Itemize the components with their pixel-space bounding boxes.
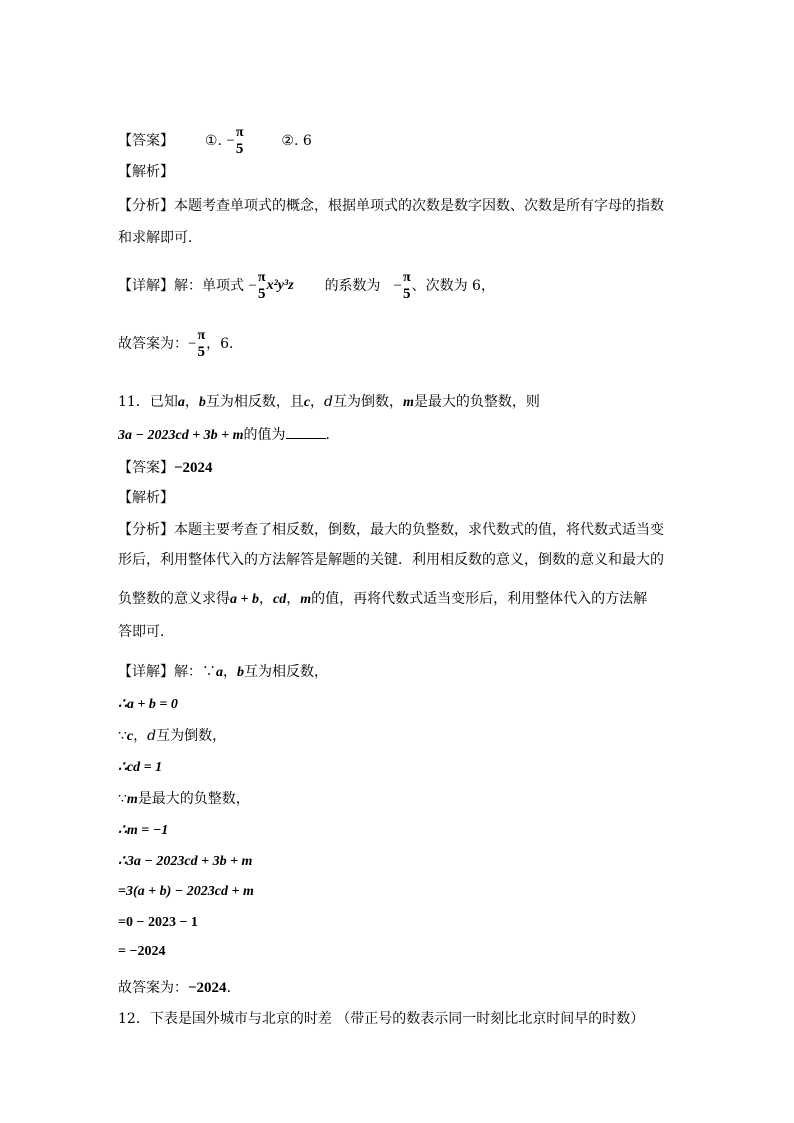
q11-text: ． [325,427,340,443]
fraction-pi-over-5 [403,270,411,302]
q11-text: 互为倒数， [333,394,404,410]
analysis-text: 的值，再将代数式适当变形后，利用整体代入的方法解 [311,591,648,607]
var-b: b [237,665,244,680]
detail-text: 是最大的负整数， [137,791,250,807]
detail-text: 互为倒数， [156,728,227,744]
detail-11-line-8: =3(a + b) − 2023cd + m [118,884,254,899]
fraction-denominator: 5 [403,286,411,302]
q11-text: 是最大的负整数，则 [413,394,540,410]
minus-sign: − [226,133,235,149]
q11-sep: ， [310,394,325,410]
analysis-10-line-1: 【分析】本题考查单项式的概念，根据单项式的次数是数字因数、次数是所有字母的指数 [118,198,664,214]
answer-item-2: ②. 6 [281,133,312,149]
expr-cd: cd [272,592,287,607]
fraction-numerator: π [235,125,244,140]
detail-11-line-2: ∴a + b = 0 [118,697,178,712]
analysis-11-line-4: 答即可． [118,624,174,640]
answer-value: −2024 [188,980,227,996]
analysis-11-line-1: 【分析】本题主要考查了相反数，倒数，最大的负整数，求代数式的值，将代数式适当变 [118,522,664,538]
fraction-pi-over-5 [258,270,266,302]
conclusion-10-prefix: 故答案为： [118,336,188,352]
conclusion-10 [118,328,243,368]
analysis-11-line-3: 负整数的意义求得a + b，cd，m的值，再将代数式适当变形后，利用整体代入的方法解 [118,591,648,607]
detail-text: ∵ [118,791,127,807]
var-c: c [126,729,134,744]
fraction-pi-over-5 [236,125,244,157]
answer-value: −2024 [174,460,213,476]
q11-sep: ， [184,394,199,410]
detail-11-line-4: ∴cd = 1 [118,760,163,775]
analysis-text: 负整数的意义求得 [118,591,230,607]
answer-tag: 【答案】 [118,133,174,149]
q11-expression: 3a − 2023cd + 3b + m [118,428,244,443]
fraction-pi-over-5 [197,328,205,360]
answer-blank [286,424,326,439]
question-11-line-1 [118,392,540,413]
detail-10-suffix: 、次数为 6， [411,278,495,294]
minus-sign: − [248,278,257,294]
var-a: a [216,665,223,680]
var-c: c [303,395,311,410]
detail-text: ∵ [118,728,127,744]
fraction-numerator: π [402,270,411,285]
answer-10 [118,125,312,161]
fraction-denominator: 5 [235,141,244,157]
var-a: a [177,395,185,410]
question-12: 12．下表是国外城市与北京的时差 （带正号的数表示同一时刻比北京时间早的时数） [118,1011,645,1027]
fraction-denominator: 5 [197,344,206,360]
q11-text: 11．已知 [118,394,178,410]
minus-sign: − [188,336,197,352]
conclusion-10-suffix: ，6． [206,336,244,352]
answer-item-1: ①. [204,133,222,149]
monomial-variables: x²y³z [266,278,294,293]
expr-a-plus-b: a + b [230,592,259,607]
detail-10-prefix: 【详解】解：单项式 [118,278,244,294]
var-m: m [126,792,138,807]
analysis-label-10: 【解析】 [118,164,174,180]
answer-tag: 【答案】 [118,460,174,476]
detail-11-line-3: ∵c，d互为倒数， [118,728,227,744]
detail-11-line-11: 故答案为：−2024． [118,980,241,996]
detail-text: 互为相反数， [244,664,328,680]
answer-11 [118,458,213,478]
detail-text: 故答案为： [118,980,188,996]
var-b: b [198,395,206,410]
fraction-denominator: 5 [258,286,266,302]
q11-text: 的值为 [243,427,286,443]
detail-11-line-5 [118,789,250,810]
var-m: m [300,592,312,607]
detail-11-line-9: =0 − 2023 − 1 [118,915,198,930]
detail-10 [118,270,495,318]
var-m: m [403,395,414,410]
analysis-10-line-2: 和求解即可． [118,230,202,246]
analysis-label-11: 【解析】 [118,490,174,506]
detail-11-line-7: ∴3a − 2023cd + 3b + m [118,854,253,869]
minus-sign: − [393,278,402,294]
detail-11-line-10: = −2024 [118,944,166,959]
analysis-11-line-2: 形后，利用整体代入的方法解答是解题的关键．利用相反数的意义，倒数的意义和最大的 [118,552,664,568]
var-d: d [147,728,157,744]
detail-10-mid: 的系数为 [324,278,381,294]
detail-11-line-6: ∴m = −1 [118,823,169,838]
question-11-line-2 [118,424,340,446]
fraction-numerator: π [197,328,206,343]
detail-text: 【详解】解：∵ [118,664,216,680]
fraction-numerator: π [257,270,266,285]
q11-text: 互为相反数，且 [205,394,304,410]
var-d: d [324,394,334,410]
detail-11-line-1: 【详解】解：∵a，b互为相反数， [118,664,328,680]
